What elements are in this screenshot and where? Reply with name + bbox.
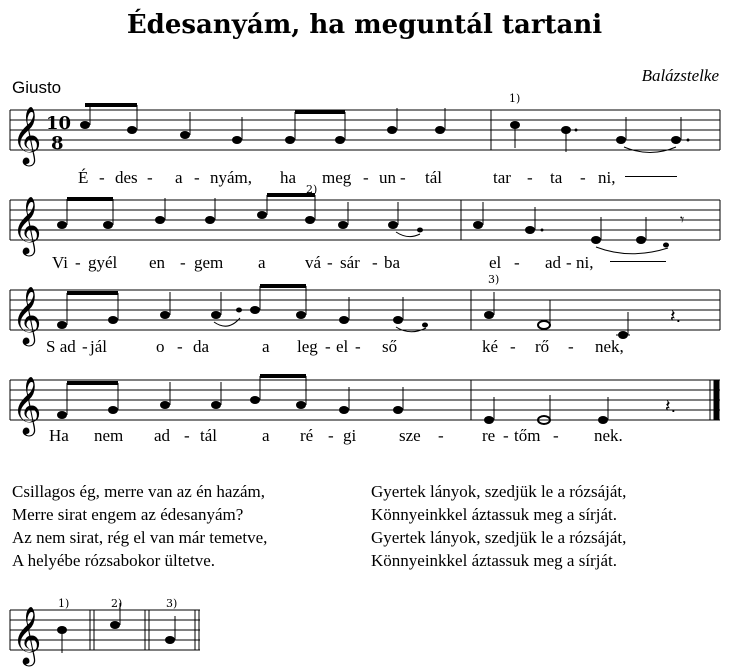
lyric-syllable: en (149, 253, 166, 272)
lyric-syllable: - (553, 426, 559, 445)
lyric-syllable: É (78, 168, 89, 187)
lyric-syllable: leg (297, 337, 318, 356)
lyric-syllable: - (363, 168, 369, 187)
song-title: Édesanyám, ha meguntál tartani (126, 10, 603, 40)
staff-system-2 (0, 183, 729, 260)
lyric-syllable: gi (343, 426, 357, 445)
lyric-syllable: ni, (598, 168, 616, 187)
stanza-left (12, 480, 267, 572)
lyric-syllable: - (514, 253, 520, 272)
lyric-syllable: - (180, 253, 186, 272)
notes-system-4 (57, 374, 676, 424)
stanza-line: Az nem sirat, rég el van már temetve, (12, 528, 268, 547)
lyric-syllable: nek, (595, 337, 624, 356)
stanza-line: Merre sirat engem az édesanyám? (12, 505, 244, 524)
lyric-syllable: meg (322, 168, 352, 187)
treble-clef-icon: 𝄞 (12, 196, 42, 254)
lyric-syllable: ső (382, 337, 398, 356)
variant-mark-2: 2) (306, 183, 318, 196)
lyric-syllable: - (194, 168, 200, 187)
lyric-syllable: a (262, 426, 270, 445)
stanza-line: A helyébe rózsabokor ültetve. (12, 551, 215, 570)
lyric-syllable: - (355, 337, 361, 356)
lyrics-line-1 (0, 168, 729, 190)
stanza-line: Könnyeinkkel áztassuk meg a sírját. (371, 551, 617, 570)
lyric-syllable: - (184, 426, 190, 445)
svg-text:𝄾: 𝄾 (680, 210, 685, 229)
lyric-syllable: a (262, 337, 270, 356)
lyric-syllable: - (566, 253, 572, 272)
lyric-syllable: vá (305, 253, 322, 272)
lyric-syllable: a (175, 168, 183, 187)
collection-place: Balázstelke (641, 66, 719, 85)
lyric-syllable: - (75, 253, 81, 272)
lyric-syllable: ha (280, 168, 297, 187)
tempo-marking: Giusto (12, 78, 62, 97)
svg-text:𝄽.: 𝄽. (665, 396, 677, 417)
lyric-syllable: - (580, 168, 586, 187)
lyrics-line-3 (0, 337, 729, 359)
variant-mark-3: 3) (488, 273, 500, 286)
variant-mark-1: 1) (509, 92, 521, 105)
lyric-syllable: - (400, 168, 406, 187)
lyric-syllable: ba (384, 253, 401, 272)
lyric-syllable: - (510, 337, 516, 356)
lyric-syllable: ké (482, 337, 499, 356)
variants-staff (0, 598, 210, 668)
lyric-syllable: jál (90, 337, 107, 356)
lyric-syllable: sár (340, 253, 360, 272)
time-signature-bottom: 8 (51, 133, 64, 154)
lyric-syllable: da (193, 337, 210, 356)
lyric-syllable (610, 261, 666, 262)
lyric-syllable: ta (550, 168, 563, 187)
lyric-syllable: tőm (514, 426, 541, 445)
staff-system-1 (0, 92, 729, 170)
lyric-syllable: des (115, 168, 138, 187)
lyric-syllable: - (438, 426, 444, 445)
stanza-line: Gyertek lányok, szedjük le a rózsáját, (371, 528, 627, 547)
lyric-syllable: a (258, 253, 266, 272)
lyric-syllable: - (177, 337, 183, 356)
lyric-syllable: tar (493, 168, 511, 187)
lyric-syllable: gem (194, 253, 224, 272)
lyric-syllable: - (568, 337, 574, 356)
lyric-syllable: ad (154, 426, 171, 445)
lyric-syllable: sze (399, 426, 421, 445)
stanza-line: Könnyeinkkel áztassuk meg a sírját. (371, 505, 617, 524)
lyric-syllable: ré (300, 426, 314, 445)
treble-clef-icon: 𝄞 (12, 376, 42, 434)
lyric-syllable (625, 176, 677, 177)
lyric-syllable: el (489, 253, 502, 272)
lyric-syllable: - (372, 253, 378, 272)
lyric-syllable: gyél (88, 253, 118, 272)
lyric-syllable: nyám, (210, 168, 253, 187)
lyric-syllable: S ad (46, 337, 76, 356)
treble-clef-icon: 𝄞 (12, 286, 42, 344)
lyric-syllable: - (328, 426, 334, 445)
lyric-syllable: - (147, 168, 153, 187)
lyrics-line-4 (0, 426, 729, 448)
variant-mark-2: 2) (111, 597, 123, 610)
lyric-syllable: re (482, 426, 496, 445)
lyric-syllable: - (503, 426, 509, 445)
lyric-syllable: - (82, 337, 88, 356)
lyrics-line-2 (0, 253, 729, 275)
time-signature-top: 10 (46, 113, 72, 134)
svg-text:𝄽.: 𝄽. (670, 306, 682, 327)
lyric-syllable: - (327, 253, 333, 272)
lyric-syllable: ni, (576, 253, 594, 272)
lyric-syllable: nek. (594, 426, 623, 445)
lyric-syllable: el (336, 337, 349, 356)
treble-clef-icon: 𝄞 (12, 106, 42, 164)
stanza-right (371, 480, 626, 572)
notes-system-2 (57, 193, 684, 254)
lyric-syllable: rő (535, 337, 550, 356)
lyric-syllable: un (379, 168, 396, 187)
lyric-syllable: Vi (52, 253, 68, 272)
lyric-syllable: Ha (49, 426, 69, 445)
treble-clef-icon: 𝄞 (12, 606, 42, 664)
lyric-syllable: tál (200, 426, 217, 445)
lyric-syllable: tál (425, 168, 442, 187)
lyric-syllable: o (156, 337, 165, 356)
lyric-syllable: ad (545, 253, 562, 272)
variant-mark-1: 1) (58, 597, 70, 610)
stanza-line: Gyertek lányok, szedjük le a rózsáját, (371, 482, 627, 501)
lyric-syllable: nem (94, 426, 124, 445)
lyric-syllable: - (527, 168, 533, 187)
variant-mark-3: 3) (166, 597, 178, 610)
lyric-syllable: - (99, 168, 105, 187)
notes-system-3 (57, 284, 681, 339)
stanza-line: Csillagos ég, merre van az én hazám, (12, 482, 266, 501)
lyric-syllable: - (325, 337, 331, 356)
